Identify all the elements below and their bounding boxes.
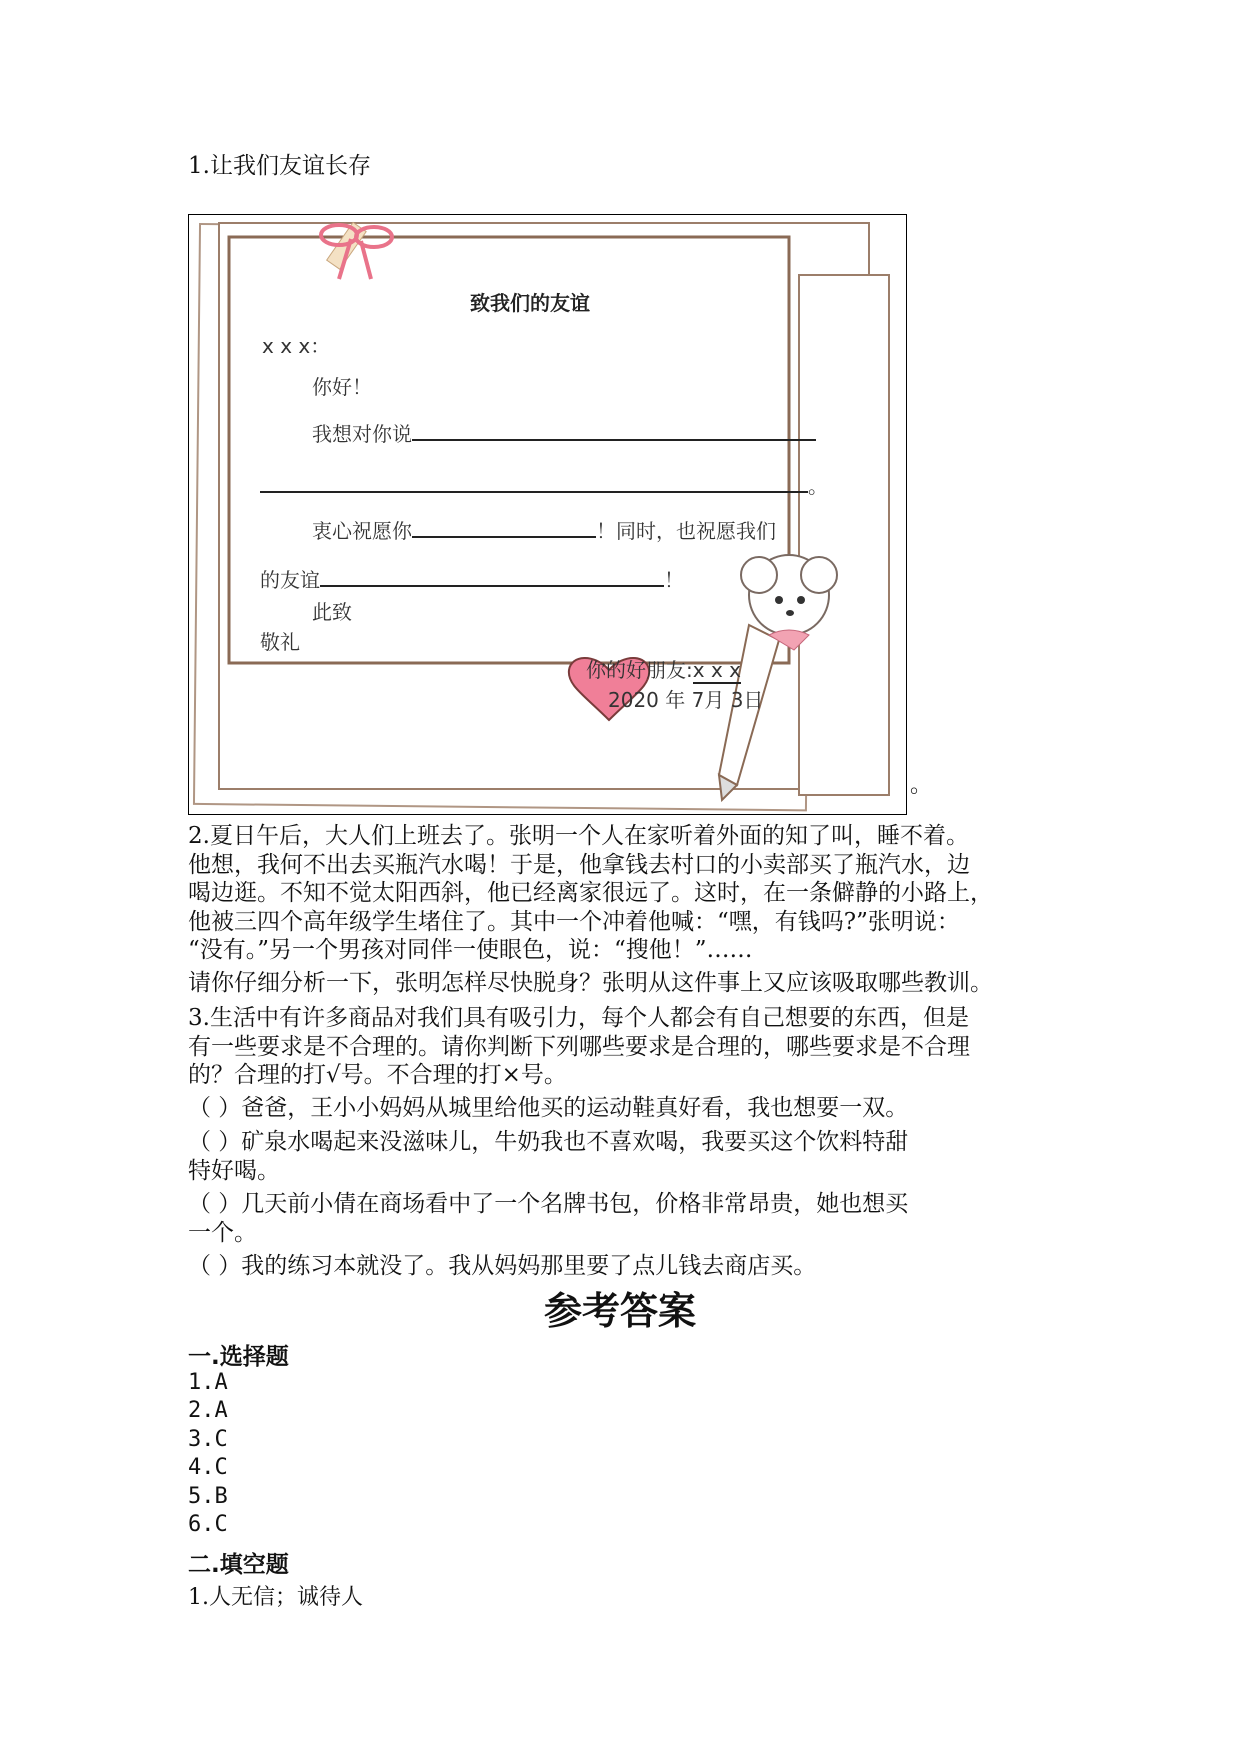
card-line-2 — [260, 470, 828, 499]
question-3-item — [188, 1190, 1068, 1247]
question-3-item-line: （ ）我的练习本就没了。我从妈妈那里要了点儿钱去商店买。 — [188, 1253, 817, 1279]
question-3-item-line: 一个。 — [188, 1219, 257, 1246]
question-2-line: 2.夏日午后，大人们上班去了。张明一个人在家听着外面的知了叫，睡不着。 — [188, 823, 969, 849]
question-3-item-line: （ ）几天前小倩在商场看中了一个名牌书包，价格非常昂贵，她也想买 — [188, 1191, 909, 1217]
card-salutation: x x x： — [262, 334, 331, 358]
answer-item: 2.A — [188, 1398, 228, 1423]
answer-item: 4.C — [188, 1455, 228, 1480]
blank-line — [412, 423, 816, 441]
answer-item: 5.B — [188, 1484, 228, 1509]
question-2-line: 他被三四个高年级学生堵住了。其中一个冲着他喊：“嘿，有钱吗?”张明说： — [188, 908, 960, 935]
answers-section-fill: 二.填空题 — [188, 1552, 289, 1578]
answer-item: 1.A — [188, 1370, 228, 1395]
card-signature-label: 你的好朋友: — [586, 658, 693, 682]
question-3-line: 有一些要求是不合理的。请你判断下列哪些要求是合理的，哪些要求是不合理 — [188, 1033, 970, 1060]
question-3-line: 的？合理的打√号。不合理的打×号。 — [188, 1062, 567, 1088]
card-line-4 — [260, 564, 684, 593]
card-closing-1: 此致 — [312, 600, 352, 624]
card-title: 致我们的友谊 — [470, 291, 590, 315]
answer-item: 3.C — [188, 1427, 228, 1452]
question-2-line: “没有。”另一个男孩对同伴一使眼色，说：“搜他！”…… — [188, 937, 753, 963]
card-line-1-text: 我想对你说 — [312, 422, 412, 446]
answers-section-choice: 一.选择题 — [188, 1344, 289, 1370]
question-1-label: 1.让我们友谊长存 — [188, 153, 371, 179]
card-line-4-end: ！ — [664, 568, 684, 592]
question-2-line: 他想，我何不出去买瓶汽水喝！于是，他拿钱去村口的小卖部买了瓶汽水，边 — [188, 851, 970, 878]
answer-item: 1.人无信；诚待人 — [188, 1585, 363, 1610]
answers-title: 参考答案 — [543, 1288, 696, 1333]
question-3-item-line: （ ）爸爸，王小小妈妈从城里给他买的运动鞋真好看，我也想要一双。 — [188, 1095, 909, 1121]
card-line-1 — [312, 418, 816, 447]
question-3-item-line: 特好喝。 — [188, 1157, 280, 1184]
card-greeting: 你好！ — [312, 375, 372, 399]
card-line-2-end: 。 — [808, 474, 828, 498]
question-3-item-line: （ ）矿泉水喝起来没滋味儿，牛奶我也不喜欢喝，我要买这个饮料特甜 — [188, 1129, 909, 1155]
card-line-3 — [312, 515, 776, 544]
card-signature — [586, 654, 741, 683]
card-line-3-start: 衷心祝愿你 — [312, 519, 412, 543]
blank-line — [260, 475, 808, 493]
card-line-4-start: 的友谊 — [260, 568, 320, 592]
card-line-3-end: ！同时，也祝愿我们 — [596, 519, 776, 543]
question-3-line: 3.生活中有许多商品对我们具有吸引力，每个人都会有自己想要的东西，但是 — [188, 1005, 969, 1031]
question-3-item — [188, 1128, 1068, 1185]
blank-line — [412, 520, 596, 538]
card-signature-name: x x x — [692, 658, 741, 682]
question-2-line: 喝边逛。不知不觉太阳西斜，他已经离家很远了。这时，在一条僻静的小路上， — [188, 880, 993, 906]
card-closing-2: 敬礼 — [260, 630, 300, 654]
question-3-item — [188, 1094, 1068, 1123]
card-trailing-mark: 。 — [910, 773, 933, 798]
question-3-item — [188, 1252, 1068, 1281]
question-2 — [188, 822, 1068, 997]
question-2-line: 请你仔细分析一下，张明怎样尽快脱身？张明从这件事上又应该吸取哪些教训。 — [188, 969, 993, 996]
blank-line — [320, 569, 664, 587]
card-date: 2020 年 7月 3日 — [608, 688, 764, 712]
answer-item: 6.C — [188, 1512, 228, 1537]
question-3 — [188, 1004, 1068, 1090]
